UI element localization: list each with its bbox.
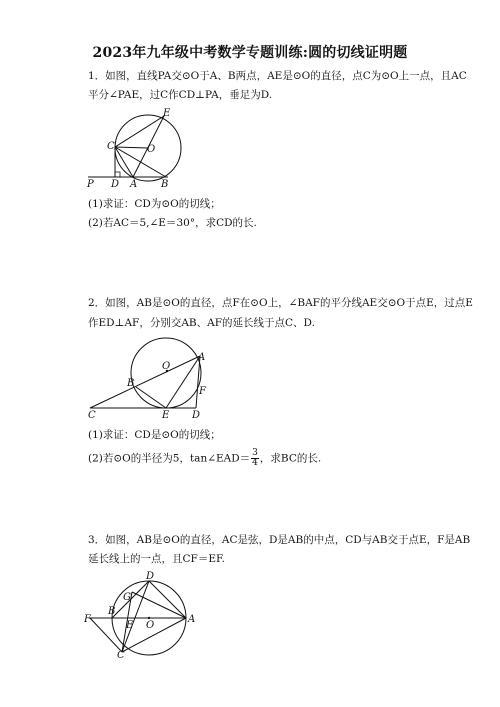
q1-label-e: E [163, 108, 171, 119]
q3-figure [84, 570, 204, 658]
q2-label-d: D [192, 410, 201, 421]
q2-label-c: C [88, 410, 96, 421]
q3-label-c: C [117, 650, 125, 658]
q2-sub2-text-a: (2)若⊙O的半径为5，tan∠EAD＝ [88, 452, 251, 465]
q3-label-b: B [108, 606, 116, 617]
q1-label-b: B [161, 179, 169, 190]
q2-label-a: A [198, 352, 206, 363]
q2-sub2 [88, 449, 468, 468]
q2-fraction [251, 449, 259, 468]
page-title: 2023年九年级中考数学专题训练:圆的切线证明题 [92, 45, 408, 61]
q3-segment-fc [90, 618, 122, 652]
q1-segment-co [115, 147, 148, 148]
q1-label-c: C [107, 141, 115, 152]
q2-line1: 2．如图，AB是⊙O的直径，点F在⊙O上，∠BAF的平分线AE交⊙O于点E，过点E [88, 297, 473, 309]
q2-sub1: (1)求证：CD是⊙O的切线； [88, 429, 221, 441]
q3-segment-da [149, 581, 186, 618]
q2-label-e: E [162, 410, 170, 421]
q3-label-g: G [123, 592, 131, 603]
q3-label-o: O [146, 620, 155, 631]
q3-label-d: D [146, 571, 155, 582]
q3-center-dot [148, 617, 150, 619]
q1-sub1: (1)求证：CD为⊙O的切线； [88, 198, 221, 210]
q2-label-o: O [162, 361, 171, 372]
q1-segment-cb [115, 147, 166, 177]
q2-label-f: F [199, 386, 206, 397]
q3-line1: 3．如图，AB是⊙O的直径，AC是弦，D是AB的中点，CD与AB交于点E，F是AB [88, 534, 471, 546]
q2-line2: 作ED⊥AF，分别交AB、AF的延长线于点C、D. [88, 317, 315, 329]
q2-circle [131, 338, 201, 408]
q3-label-e: E [126, 620, 134, 631]
q1-figure [84, 108, 194, 190]
q1-line1: 1．如图，直线PA交⊙O于A、B两点，AE是⊙O的直径，点C为⊙O上一点，且AC [88, 70, 467, 82]
q1-label-a: A [130, 179, 138, 190]
q2-sub2-text-b: ，求BC的长. [259, 452, 322, 465]
q1-right-angle-mark [115, 172, 120, 177]
q2-fraction-numerator: 3 [252, 448, 258, 458]
q2-figure [84, 334, 214, 424]
q3-line2: 延长线上的一点，且CF＝EF. [88, 553, 225, 565]
q1-label-o: O [147, 144, 156, 155]
q1-label-d: D [111, 179, 120, 190]
q2-fraction-denominator: 4 [252, 458, 258, 468]
q3-label-a: A [188, 614, 196, 625]
q1-line2: 平分∠PAE，过C作CD⊥PA，垂足为D. [88, 89, 273, 101]
q2-label-b: B [127, 378, 135, 389]
q1-label-p: P [87, 179, 94, 190]
q1-sub2: (2)若AC＝5,∠E＝30°，求CD的长. [88, 217, 257, 229]
q3-label-f: F [84, 614, 91, 625]
